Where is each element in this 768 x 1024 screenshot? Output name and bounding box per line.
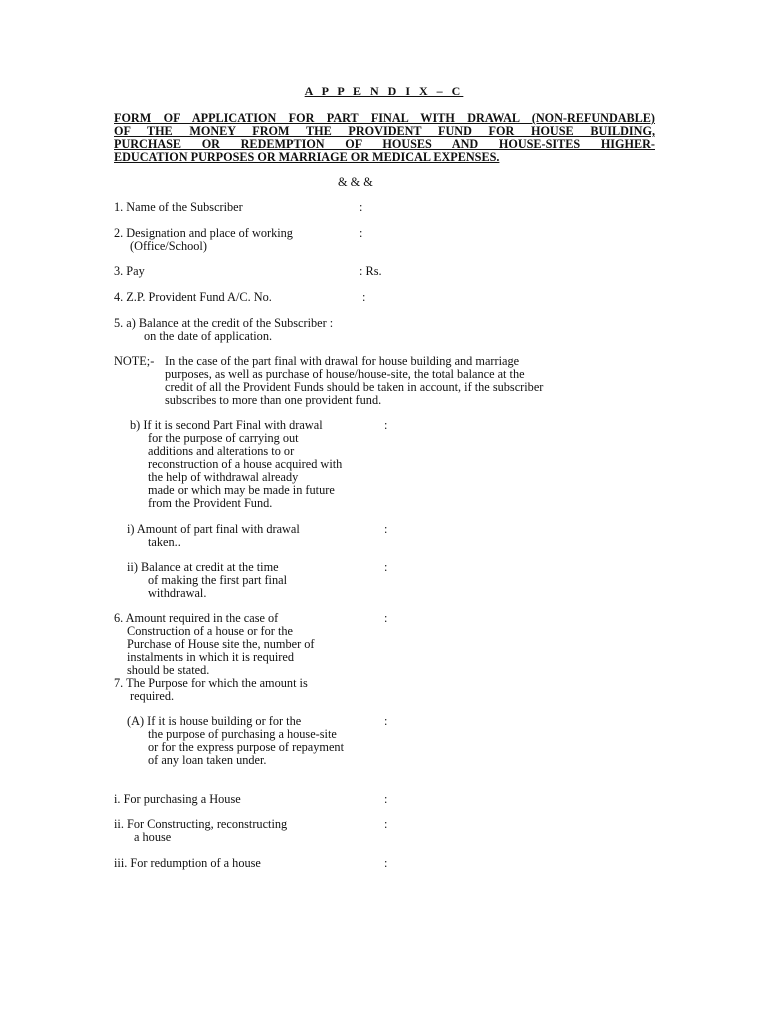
item-2-label: 2. Designation and place of working [114, 226, 293, 240]
purpose-3: iii. For redumption of a house [114, 856, 261, 870]
heading-line-3: PURCHASE OR REDEMPTION OF HOUSES AND HOUSE-SITES HIGHER- [114, 137, 655, 151]
note-label: NOTE;- [114, 354, 155, 368]
item-6-line-4: instalments in which it is required [127, 650, 295, 664]
item-4-label: 4. Z.P. Provident Fund A/C. No. [114, 290, 272, 304]
item-7-line-1: 7. The Purpose for which the amount is [114, 676, 308, 690]
item-7a-line-4: of any loan taken under. [148, 753, 267, 767]
purpose-2-sub: a house [134, 830, 172, 844]
item-6-line-5: should be stated. [127, 663, 210, 677]
note-line-4: subscribes to more than one provident fund. [165, 393, 382, 407]
sub-ii-line-2: of making the first part final [148, 573, 287, 587]
item-3-label: 3. Pay [114, 264, 145, 278]
item-6-line-2: Construction of a house or for the [127, 624, 293, 638]
note-line-1: In the case of the part final with drawal for house building and marriage [165, 354, 520, 368]
note-line-3: credit of all the Provident Funds should be taken in account, if the subscriber [165, 380, 544, 394]
item-5b-line-4: reconstruction of a house acquired with [148, 457, 343, 471]
heading-line-2: OF THE MONEY FROM THE PROVIDENT FUND FOR HOUSE BUILDING, [114, 124, 655, 138]
purpose-2-colon: : [384, 817, 388, 831]
heading-line-4: EDUCATION PURPOSES OR MARRIAGE OR MEDICAL EXPENSES. [114, 150, 500, 164]
item-5b-line-6: made or which may be made in future [148, 483, 335, 497]
item-5a-sublabel: on the date of application. [144, 329, 273, 343]
item-5b-line-2: for the purpose of carrying out [148, 431, 299, 445]
purpose-1-colon: : [384, 792, 388, 806]
item-2-sublabel: (Office/School) [130, 239, 207, 253]
sub-ii-line-3: withdrawal. [148, 586, 207, 600]
purpose-1: i. For purchasing a House [114, 792, 241, 806]
item-4-colon: : [362, 290, 366, 304]
item-7a-line-1: (A) If it is house building or for the [127, 714, 302, 728]
item-7a-line-2: the purpose of purchasing a house-site [148, 727, 337, 741]
note-line-2: purposes, as well as purchase of house/house-site, the total balance at the [165, 367, 525, 381]
item-5b-colon: : [384, 418, 388, 432]
item-1-label: 1. Name of the Subscriber [114, 200, 243, 214]
item-7-line-2: required. [130, 689, 175, 703]
sub-ii-colon: : [384, 560, 388, 574]
item-2-colon: : [359, 226, 363, 240]
separator: & & & [338, 175, 373, 189]
item-6-line-3: Purchase of House site the, number of [127, 637, 315, 651]
item-5a-label: 5. a) Balance at the credit of the Subscriber : [114, 316, 334, 330]
item-6-line-1: 6. Amount required in the case of [114, 611, 279, 625]
sub-i-colon: : [384, 522, 388, 536]
appendix-title: A P P E N D I X – C [304, 84, 464, 98]
purpose-3-colon: : [384, 856, 388, 870]
sub-i-line-1: i) Amount of part final with drawal [127, 522, 300, 536]
item-7a-colon: : [384, 714, 388, 728]
item-1-colon: : [359, 200, 363, 214]
item-7a-line-3: or for the express purpose of repayment [148, 740, 344, 754]
item-5b-line-7: from the Provident Fund. [148, 496, 273, 510]
item-5b-line-5: the help of withdrawal already [148, 470, 299, 484]
item-5b-line-3: additions and alterations to or [148, 444, 295, 458]
sub-ii-line-1: ii) Balance at credit at the time [127, 560, 279, 574]
form-heading [114, 112, 655, 164]
item-5b-line-1: b) If it is second Part Final with drawal [130, 418, 323, 432]
item-3-value: : Rs. [359, 264, 382, 278]
item-6-colon: : [384, 611, 388, 625]
sub-i-line-2: taken.. [148, 535, 181, 549]
purpose-2: ii. For Constructing, reconstructing [114, 817, 288, 831]
heading-line-1: FORM OF APPLICATION FOR PART FINAL WITH DRAWAL (NON-REFUNDABLE) [114, 111, 655, 125]
